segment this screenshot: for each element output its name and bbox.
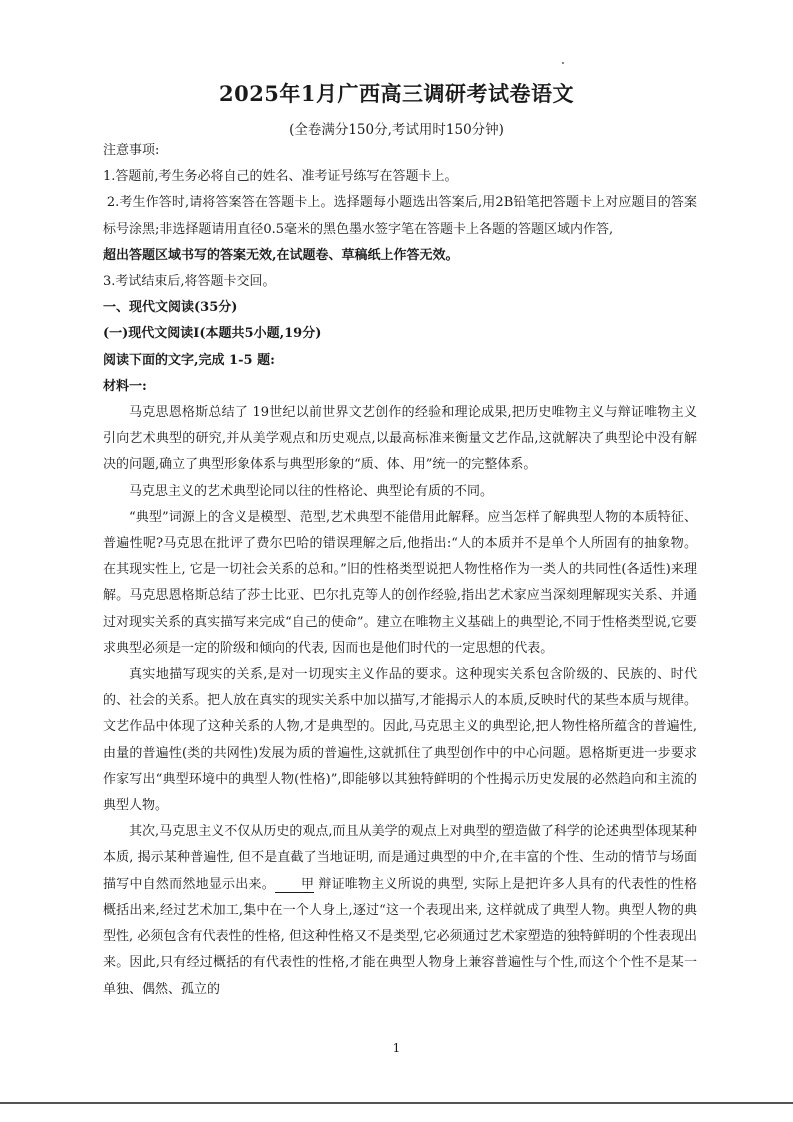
notes-item: 3.考试结束后,将答题卡交回。 (103, 274, 276, 290)
material-label: 材料一: (103, 378, 147, 394)
scan-bottom-rule (0, 1102, 793, 1104)
scan-dot (562, 62, 564, 64)
page-number: 1 (392, 1041, 401, 1055)
paragraph: “典型”词源上的含义是模型、范型,艺术典型不能借用此解释。应当怎样了解典型人物的本质特征、普遍性呢?马克思在批评了费尔巴哈的错误理解之后,他指出:“人的本质并不是单个人所固有的抽象物。在其现实性上, 它是一切社会关系的总和。”旧的性格类型说把人物性格作为一类人的共同性(各适性)来理解。马克思恩格斯总结了莎士比亚、巴尔扎克等人的创作经验,指出艺术家应当深刻理解现实关系、并通过对现实关系的真实描写来完成“自己的使命”。建立在唯物主义基础上的典型论,不同于性格类型说,它要求典型必须是一定的阶级和倾向的代表, 因而也是他们时代的一定思想的代表。 (103, 509, 697, 656)
notes-item: 1.答题前,考生务必将自己的姓名、准考证号练写在答题卡上。 (103, 169, 458, 185)
fill-blank-jia: 甲 (275, 878, 314, 893)
paragraph: 马克思恩格斯总结了 19世纪以前世界文艺创作的经验和理论成果,把历史唯物主义与辩证唯物主义引向艺术典型的研究,并从美学观点和历史观点,以最高标准来衡量文艺作品,这就解决了典型论中没有解决的问题,确立了典型形象体系与典型形象的“质、体、用”统一的完整体系。 (103, 405, 697, 473)
notes-heading: 注意事项: (103, 143, 160, 158)
notes-item: 2.考生作答时,请将答案答在答题卡上。选择题每小题选出答案后,用2B铅笔把答题卡上对应题目的答案标号涂黑;非选择题请用直径0.5毫米的黑色墨水签字笔在答题卡上各题的答题区域内作答, (103, 195, 697, 237)
exam-body (103, 138, 697, 1003)
paragraph-with-blank (103, 819, 697, 1002)
paragraph-text: 其次,马克思主义不仅从历史的观点,而且从美学的观点上对典型的塑造做了科学的论述典型体现某种本质, 揭示某种普遍性, 但不是直截了当地证明, 而是通过典型的中介,在丰富的个性、生动的情节与场面描写中自然而然地显示出来。 (103, 824, 697, 892)
exam-subtitle: (全卷满分150分,考试用时150分钟) (289, 122, 504, 138)
section-heading: 一、现代文阅读(35分) (103, 300, 238, 316)
exam-title: 2025年1月广西高三调研考试卷语文 (218, 81, 575, 106)
paragraph: 马克思主义的艺术典型论同以往的性格论、典型论有质的不同。 (129, 483, 494, 499)
paragraph-text: 辩证唯物主义所说的典型, 实际上是把许多人具有的代表性的性格概括出来,经过艺术加工,集中在一个人身上,逐过“这一个表现出来, 这样就成了典型人物。典型人物的典型性, 必须包含有代表性的性格, 但这种性格又不是类型,它必须通过艺术家塑造的独特鲜明的个性表现出来。因此,只有经过概括的有代表性的性格,才能在典型人物身上兼容普遍性与个性,而这个个性不是某一单独、偶然、孤立的 (103, 876, 697, 997)
reading-instruction: 阅读下面的文字,完成 1-5 题: (103, 352, 275, 368)
notes-item-bold: 超出答题区域书写的答案无效,在试题卷、草稿纸上作答无效。 (103, 247, 459, 263)
section-subheading: (一)现代文阅读I(本题共5小题,19分) (103, 326, 322, 342)
paragraph: 真实地描写现实的关系,是对一切现实主义作品的要求。这种现实关系包含阶级的、民族的、时代的、社会的关系。把人放在真实的现实关系中加以描写,才能揭示人的本质,反映时代的某些本质与规律。文艺作品中体现了这种关系的人物,才是典型的。因此,马克思主义的典型论,把人物性格所蕴含的普遍性,由量的普遍性(类的共网性)发展为质的普遍性,这就抓住了典型创作中的中心问题。恩格斯更进一步要求作家写出“典型环境中的典型人物(性格)”,即能够以其独特鲜明的个性揭示历史发展的必然趋向和主流的典型人物。 (103, 667, 697, 814)
